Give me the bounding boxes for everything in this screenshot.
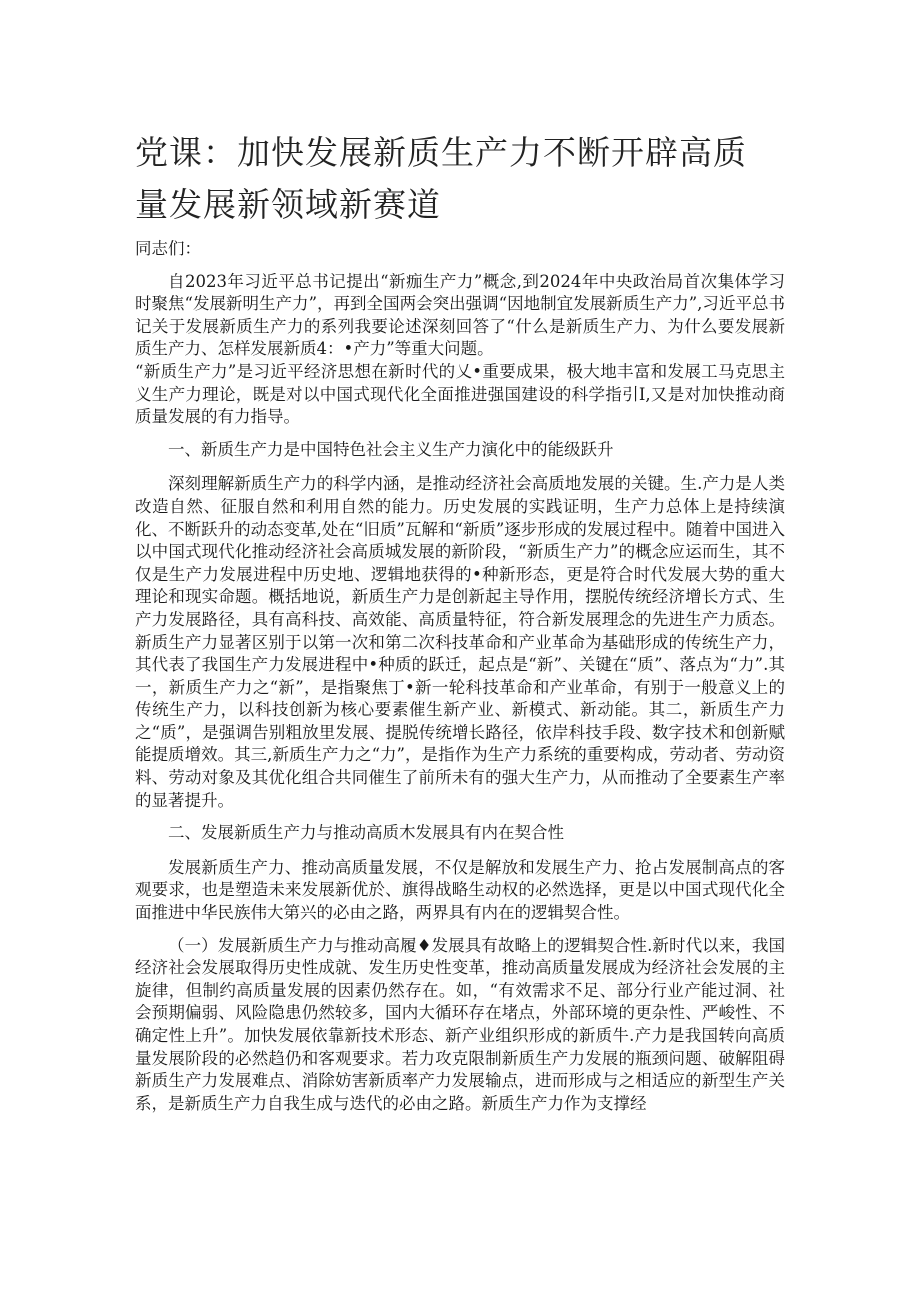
document-title: 党课：加快发展新质生产力不断开辟高质量发展新领域新赛道 xyxy=(135,133,747,224)
paragraph-subsection-1: （一）发展新质生产力与推动高履♦发展具有故略上的逻辑契合性.新时代以来，我国经济社会发展取得历史性成就、发生历史性变革，推动高质量发展成为经济社会发展的主旋律，但制约高质量发展的因素仍然存在。如，“有效需求不足、部分行业产能过洞、社会预期偏弱、风险隐患仍然较多，国内大循环存在堵点，外部环境的更杂性、严峻性、不确定性上升”。加快发展依靠新技术形态、新产业组织形成的新质牛.产力是我国转向高质量发展阶段的必然趋仍和客观要求。若力攻克限制新质生产力发展的瓶颈问题、破解阻碍新质生产力发展难点、消除妨害新质率产力发展输点，进而形成与之相适应的新型生产关系，是新质生产力自我生成与迭代的必由之路。新质生产力作为支撑经 xyxy=(135,935,785,1113)
greeting: 同志们： xyxy=(135,239,201,258)
paragraph-intro: 自2023年习近平总书记提出“新痂生产力”概念,到2024年中央政治局首次集体学习时聚焦“发展新明生产力”，再到全国两会突出强调“因地制宜发展新质生产力”,习近平总书记关于发展新质生产力的系列我要论述深刻回答了“什么是新质生产力、为什么要发展新质生产力、怎样发展新质4：•产力”等重大问题。 xyxy=(135,271,785,359)
paragraph-section-2: 发展新质生产力、推动高质量发展，不仅是解放和发展生产力、抢占发展制高点的客观要求，也是塑造未来发展新优於、旗得战略生动权的必然选择，更是以中国式现代化全面推进中华民族伟大第兴的必由之路，两界具有内在的逻辑契合性。 xyxy=(135,857,785,923)
paragraph-significance: “新质生产力”是习近平经济思想在新时代的乂•重要成果，极大地丰富和发展工马克思主义生产力理论，既是对以中国式现代化全面推进强国建设的科学指引I,又是对加快推动商质量发展的有力指导。 xyxy=(135,361,785,427)
paragraph-section-1: 深刻理解新质生产力的科学内涵，是推动经济社会高质地发展的关键。生.产力是人类改造自然、征服自然和利用自然的能力。历史发展的实践证明，生产力总体上是持续演化、不断跃升的动态变革,处在“旧质”瓦解和“新质”逐步形成的发展过程中。随着中国进入以中国式现代化推动经济社会高质城发展的新阶段，“新质生产力”的概念应运而生，其不仅是生产力发展进程中历史地、逻辑地获得的•种新形态，更是符合时代发展大势的重大理论和现实命题。概括地说，新质生产力是创新起主导作用，摆脱传统经济增长方式、生产力发展路径，具有高科技、高效能、高质量特征，符合新发展理念的先进生产力质态。新质生产力显著区别于以第一次和第二次科技革命和产业革命为基础形成的传统生产力，其代表了我国生产力发展进程中•种质的跃迁，起点是“新”、关键在“质”、落点为“力”.其一，新质生产力之“新”，是指聚焦丁•新一轮科技革命和产业革命，有别于一般意义上的传统生产力，以科技创新为核心要素催生新产业、新模式、新动能。其二，新质生产力之“质”，是强调告别粗放里发展、提脱传统增长路径，依岸科技手段、数字技术和创新赋能提质增效。其三,新质生产力之“力”，是指作为生产力系统的重要构成，劳动者、劳动资料、劳动对象及其优化组合共同催生了前所未有的强大生产力，从而推动了全要素生产率的显著提升。 xyxy=(135,474,785,810)
document-body xyxy=(135,238,785,1115)
section-heading-1: 一、新质生产力是中国特色社会主义生产力演化中的能级跃升 xyxy=(168,439,614,459)
section-heading-2: 二、发展新质生产力与推动高质木发展具有内在契合性 xyxy=(168,823,564,843)
